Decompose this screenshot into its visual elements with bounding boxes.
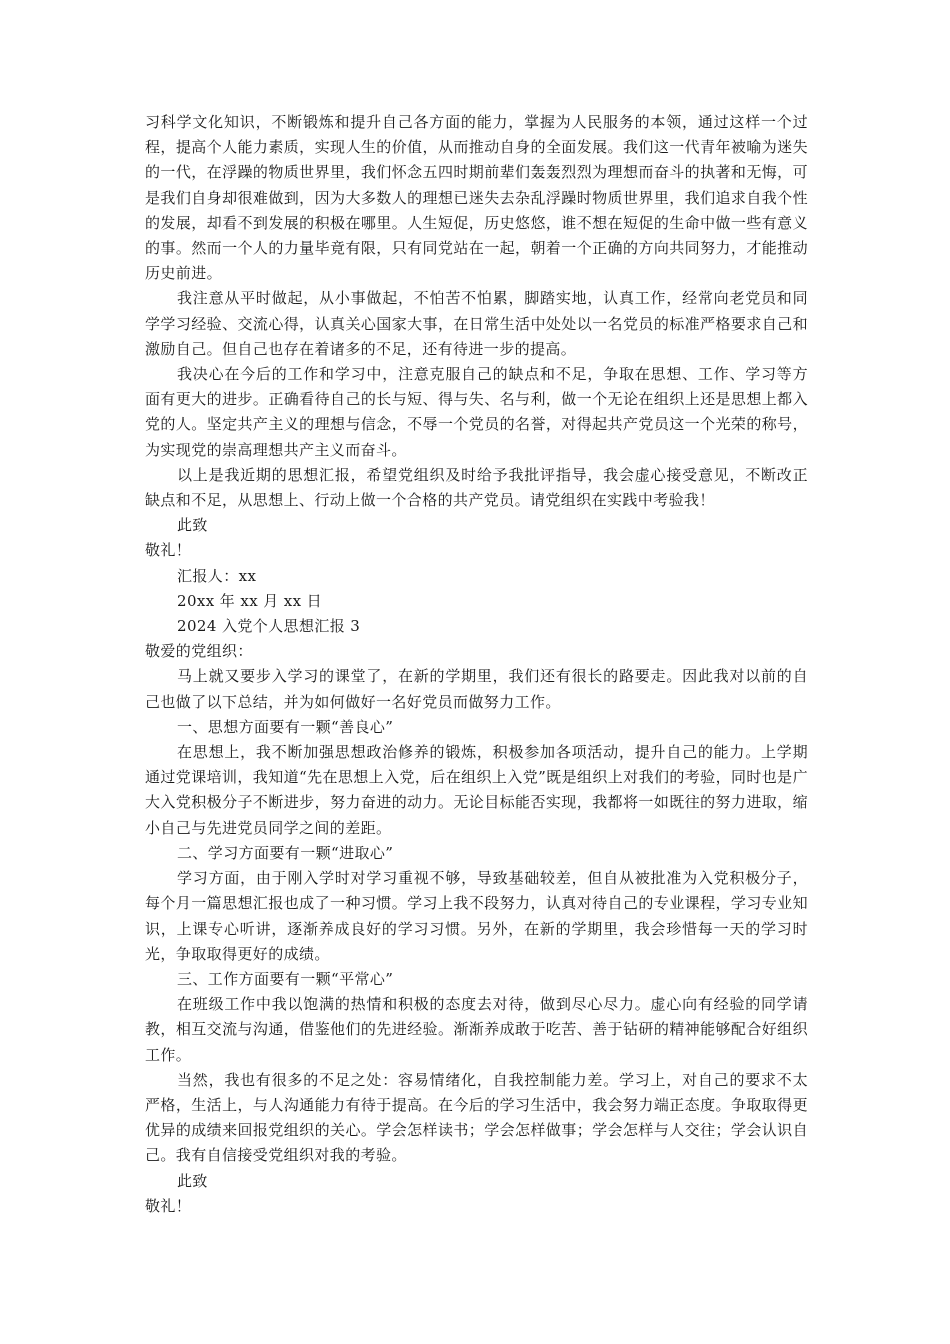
- body-paragraph: 习科学文化知识，不断锻炼和提升自己各方面的能力，掌握为人民服务的本领，通过这样一个过程，提高个人能力素质，实现人生的价值，从而推动自身的全面发展。我们这一代青年被喻为迷失的一代，在浮躁的物质世界里，我们怀念五四时期前辈们轰轰烈烈为理想而奋斗的执著和无悔，可是我们自身却很难做到，因为大多数人的理想已迷失去杂乱浮躁时物质世界里，我们追求自我个性的发展，却看不到发展的积极在哪里。人生短促，历史悠悠，谁不想在短促的生命中做一些有意义的事。然而一个人的力量毕竟有限，只有同党站在一起，朝着一个正确的方向共同努力，才能推动历史前进。: [145, 113, 808, 283]
- closing-salutation: 此致: [177, 516, 208, 535]
- document-page: [145, 110, 808, 1219]
- closing-salutation: 此致: [177, 1171, 208, 1190]
- body-paragraph: 马上就又要步入学习的课堂了，在新的学期里，我们还有很长的路要走。因此我对以前的自己也做了以下总结，并为如何做好一名好党员而做努力工作。: [145, 667, 808, 711]
- body-paragraph: 我注意从平时做起，从小事做起，不怕苦不怕累，脚踏实地，认真工作，经常向老党员和同学学习经验、交流心得，认真关心国家大事，在日常生活中处处以一名党员的标准严格要求自己和激励自己。但自己也存在着诸多的不足，还有待进一步的提高。: [145, 289, 808, 358]
- closing-respect: 敬礼！: [145, 1196, 192, 1215]
- body-paragraph: 以上是我近期的思想汇报，希望党组织及时给予我批评指导，我会虚心接受意见，不断改正缺点和不足，从思想上、行动上做一个合格的共产党员。请党组织在实践中考验我！: [145, 465, 808, 510]
- section-title: 2024 入党个人思想汇报 3: [177, 617, 361, 636]
- body-paragraph: 当然，我也有很多的不足之处：容易情绪化，自我控制能力差。学习上，对自己的要求不太严格，生活上，与人沟通能力有待于提高。在今后的学习生活中，我会努力端正态度。争取取得更优异的成绩来回报党组织的关心。学会怎样读书；学会怎样做事；学会怎样与人交往；学会认识自己。我有自信接受党组织对我的考验。: [145, 1070, 808, 1165]
- subheading: 三、工作方面要有一颗“平常心”: [177, 969, 394, 988]
- reporter-name: 汇报人：xx: [177, 566, 257, 585]
- body-paragraph: 在班级工作中我以饱满的热情和积极的态度去对待，做到尽心尽力。虚心向有经验的同学请教，相互交流与沟通，借鉴他们的先进经验。渐渐养成敢于吃苦、善于钻研的精神能够配合好组织工作。: [145, 995, 808, 1064]
- greeting: 敬爱的党组织：: [145, 642, 253, 661]
- report-date: 20xx 年 xx 月 xx 日: [177, 591, 323, 610]
- body-paragraph: 我决心在今后的工作和学习中，注意克服自己的缺点和不足，争取在思想、工作、学习等方面有更大的进步。正确看待自己的长与短、得与失、名与利，做一个无论在组织上还是思想上都入党的人。坚定共产主义的理想与信念，不辱一个党员的名誉，对得起共产党员这一个光荣的称号，为实现党的崇高理想共产主义而奋斗。: [145, 365, 808, 459]
- body-paragraph: 学习方面，由于刚入学时对学习重视不够，导致基础较差，但自从被批准为入党积极分子，每个月一篇思想汇报也成了一种习惯。学习上我不段努力，认真对待自己的专业课程，学习专业知识，上课专心听讲，逐渐养成良好的学习习惯。另外，在新的学期里，我会珍惜每一天的学习时光，争取取得更好的成绩。: [145, 869, 808, 963]
- subheading: 二、学习方面要有一颗“进取心”: [177, 843, 394, 862]
- closing-respect: 敬礼！: [145, 541, 192, 560]
- subheading: 一、思想方面要有一颗“善良心”: [177, 717, 394, 736]
- body-paragraph: 在思想上，我不断加强思想政治修养的锻炼，积极参加各项活动，提升自己的能力。上学期通过党课培训，我知道“先在思想上入党，后在组织上入党”既是组织上对我们的考验，同时也是广大入党积极分子不断进步，努力奋进的动力。无论目标能否实现，我都将一如既往的努力进取，缩小自己与先进党员同学之间的差距。: [145, 743, 808, 837]
